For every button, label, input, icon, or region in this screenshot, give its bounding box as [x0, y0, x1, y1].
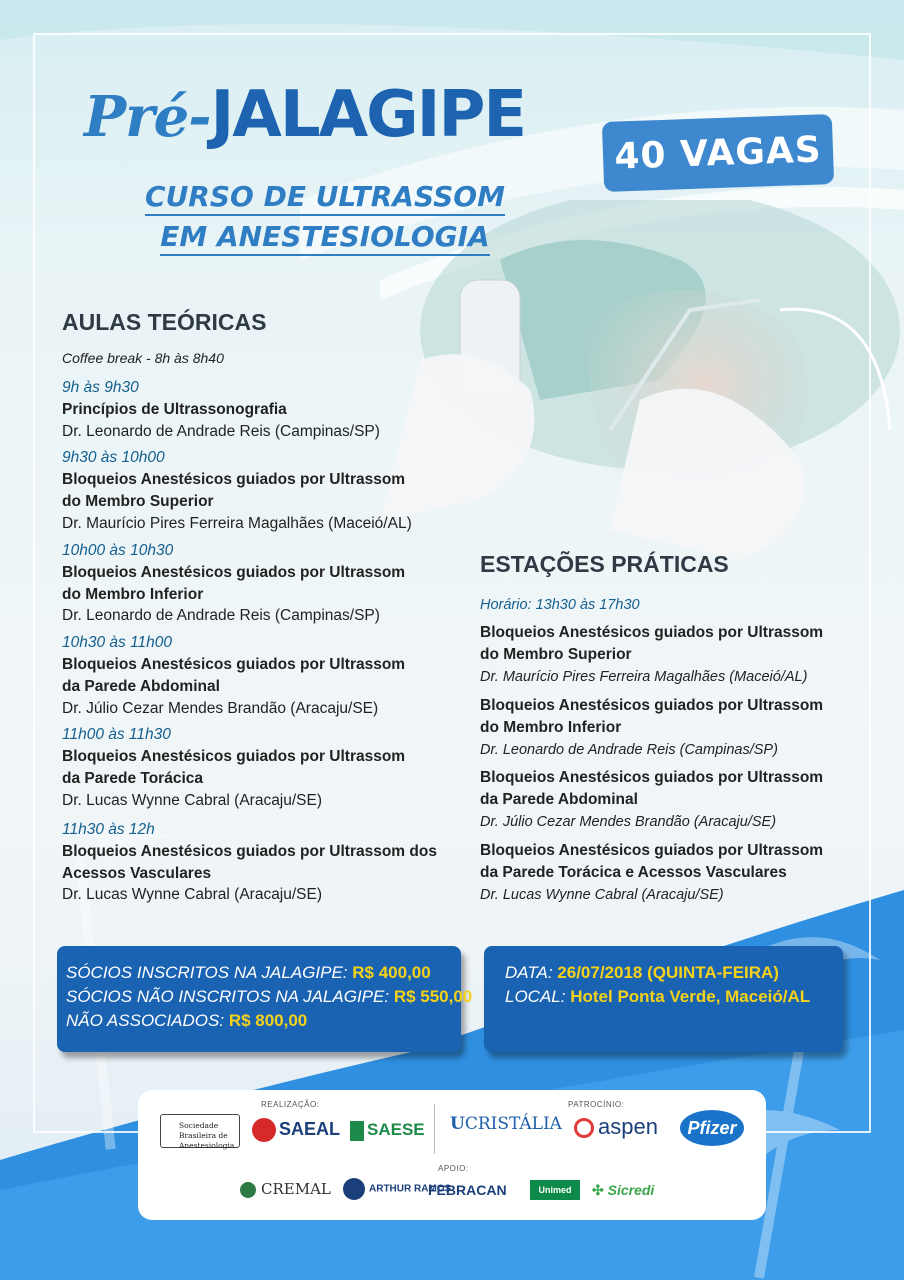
aula-time: 11h00 às 11h30 — [62, 726, 171, 743]
estacao-title: Bloqueios Anestésicos guiados por Ultrassom — [480, 624, 824, 641]
saeal-logo: SAEAL — [252, 1118, 340, 1142]
aula-time: 9h30 às 10h00 — [62, 449, 165, 466]
aula-time: 10h30 às 11h00 — [62, 634, 173, 651]
vagas-badge: 40 VAGAS — [602, 114, 834, 192]
cremal-logo: CREMAL — [240, 1180, 331, 1198]
coffee-break: Coffee break - 8h às 8h40 — [62, 350, 224, 366]
estacao-title-cont: do Membro Superior — [480, 646, 632, 663]
event-date: DATA: 26/07/2018 (QUINTA-FEIRA) — [505, 963, 779, 982]
sponsor-divider — [434, 1104, 435, 1154]
subtitle-line-1: CURSO DE ULTRASSOM — [140, 180, 510, 214]
estacao-title-cont: da Parede Abdominal — [480, 791, 638, 808]
price-nao-associados: NÃO ASSOCIADOS: R$ 800,00 — [66, 1011, 308, 1030]
aula-title: Bloqueios Anestésicos guiados por Ultrassom — [62, 471, 406, 488]
aula-title-cont: Acessos Vasculares — [62, 865, 212, 882]
aula-title-cont: do Membro Inferior — [62, 586, 204, 603]
aula-speaker: Dr. Leonardo de Andrade Reis (Campinas/SP) — [62, 423, 380, 440]
aula-title: Bloqueios Anestésicos guiados por Ultrassom dos — [62, 843, 437, 860]
estacoes-heading: ESTAÇÕES PRÁTICAS — [480, 551, 729, 577]
aula-title-cont: do Membro Superior — [62, 493, 214, 510]
aula-time: 11h30 às 12h — [62, 821, 155, 838]
aula-title-cont: da Parede Abdominal — [62, 678, 220, 695]
aula-speaker: Dr. Lucas Wynne Cabral (Aracaju/SE) — [62, 886, 323, 903]
aulas-heading: AULAS TEÓRICAS — [62, 309, 267, 335]
arthur-ramos-logo: ARTHUR RAMOS — [343, 1178, 451, 1200]
price-nao-socios: SÓCIOS NÃO INSCRITOS NA JALAGIPE: R$ 550,00 — [66, 987, 473, 1006]
aula-title: Bloqueios Anestésicos guiados por Ultrassom — [62, 564, 406, 581]
saese-logo: SAESE — [350, 1120, 425, 1141]
unimed-logo: Unimed — [530, 1180, 580, 1200]
cristalia-logo: UCRISTÁLIA — [450, 1114, 562, 1134]
aspen-logo: aspen — [574, 1114, 658, 1140]
price-panel — [57, 946, 473, 1052]
event-title — [84, 78, 525, 158]
aula-speaker: Dr. Maurício Pires Ferreira Magalhães (Maceió/AL) — [62, 515, 412, 532]
estacoes-horario: Horário: 13h30 às 17h30 — [480, 597, 640, 613]
aula-speaker: Dr. Leonardo de Andrade Reis (Campinas/SP) — [62, 607, 380, 624]
patrocinio-label: PATROCÍNIO: — [568, 1100, 625, 1109]
estacao-title: Bloqueios Anestésicos guiados por Ultrassom — [480, 769, 824, 786]
sba-logo: Sociedade Brasileira de Anestesiologia — [160, 1114, 240, 1148]
aula-time: 9h às 9h30 — [62, 379, 139, 396]
estacao-title-cont: da Parede Torácica e Acessos Vasculares — [480, 864, 787, 881]
estacao-speaker: Dr. Maurício Pires Ferreira Magalhães (Maceió/AL) — [480, 669, 808, 685]
title-main: JALAGIPE — [210, 78, 526, 152]
price-socios: SÓCIOS INSCRITOS NA JALAGIPE: R$ 400,00 — [66, 963, 431, 982]
aula-title-cont: da Parede Torácica — [62, 770, 204, 787]
event-info-panel — [484, 946, 843, 1052]
aula-title: Princípios de Ultrassonografia — [62, 401, 287, 418]
estacao-title-cont: do Membro Inferior — [480, 719, 622, 736]
estacao-speaker: Dr. Lucas Wynne Cabral (Aracaju/SE) — [480, 887, 724, 903]
aula-title: Bloqueios Anestésicos guiados por Ultrassom — [62, 656, 406, 673]
aula-speaker: Dr. Lucas Wynne Cabral (Aracaju/SE) — [62, 792, 323, 809]
estacao-title: Bloqueios Anestésicos guiados por Ultrassom — [480, 842, 824, 859]
aula-time: 10h00 às 10h30 — [62, 542, 174, 559]
subtitle-line-2: EM ANESTESIOLOGIA — [140, 220, 510, 254]
event-local: LOCAL: Hotel Ponta Verde, Maceió/AL — [505, 987, 811, 1006]
estacao-title: Bloqueios Anestésicos guiados por Ultrassom — [480, 697, 824, 714]
realizacao-label: REALIZAÇÃO: — [261, 1100, 320, 1109]
febracan-logo: FEBRACAN — [428, 1182, 507, 1198]
estacao-speaker: Dr. Leonardo de Andrade Reis (Campinas/SP) — [480, 742, 778, 758]
sicredi-logo: ✣ Sicredi — [592, 1182, 655, 1198]
estacao-speaker: Dr. Júlio Cezar Mendes Brandão (Aracaju/SE) — [480, 814, 777, 830]
pfizer-logo: Pfizer — [680, 1110, 744, 1146]
apoio-label: APOIO: — [438, 1164, 469, 1173]
aula-title: Bloqueios Anestésicos guiados por Ultrassom — [62, 748, 406, 765]
sponsors-box — [138, 1090, 766, 1220]
title-prefix: Pré- — [84, 84, 211, 150]
aula-speaker: Dr. Júlio Cezar Mendes Brandão (Aracaju/SE) — [62, 700, 379, 717]
